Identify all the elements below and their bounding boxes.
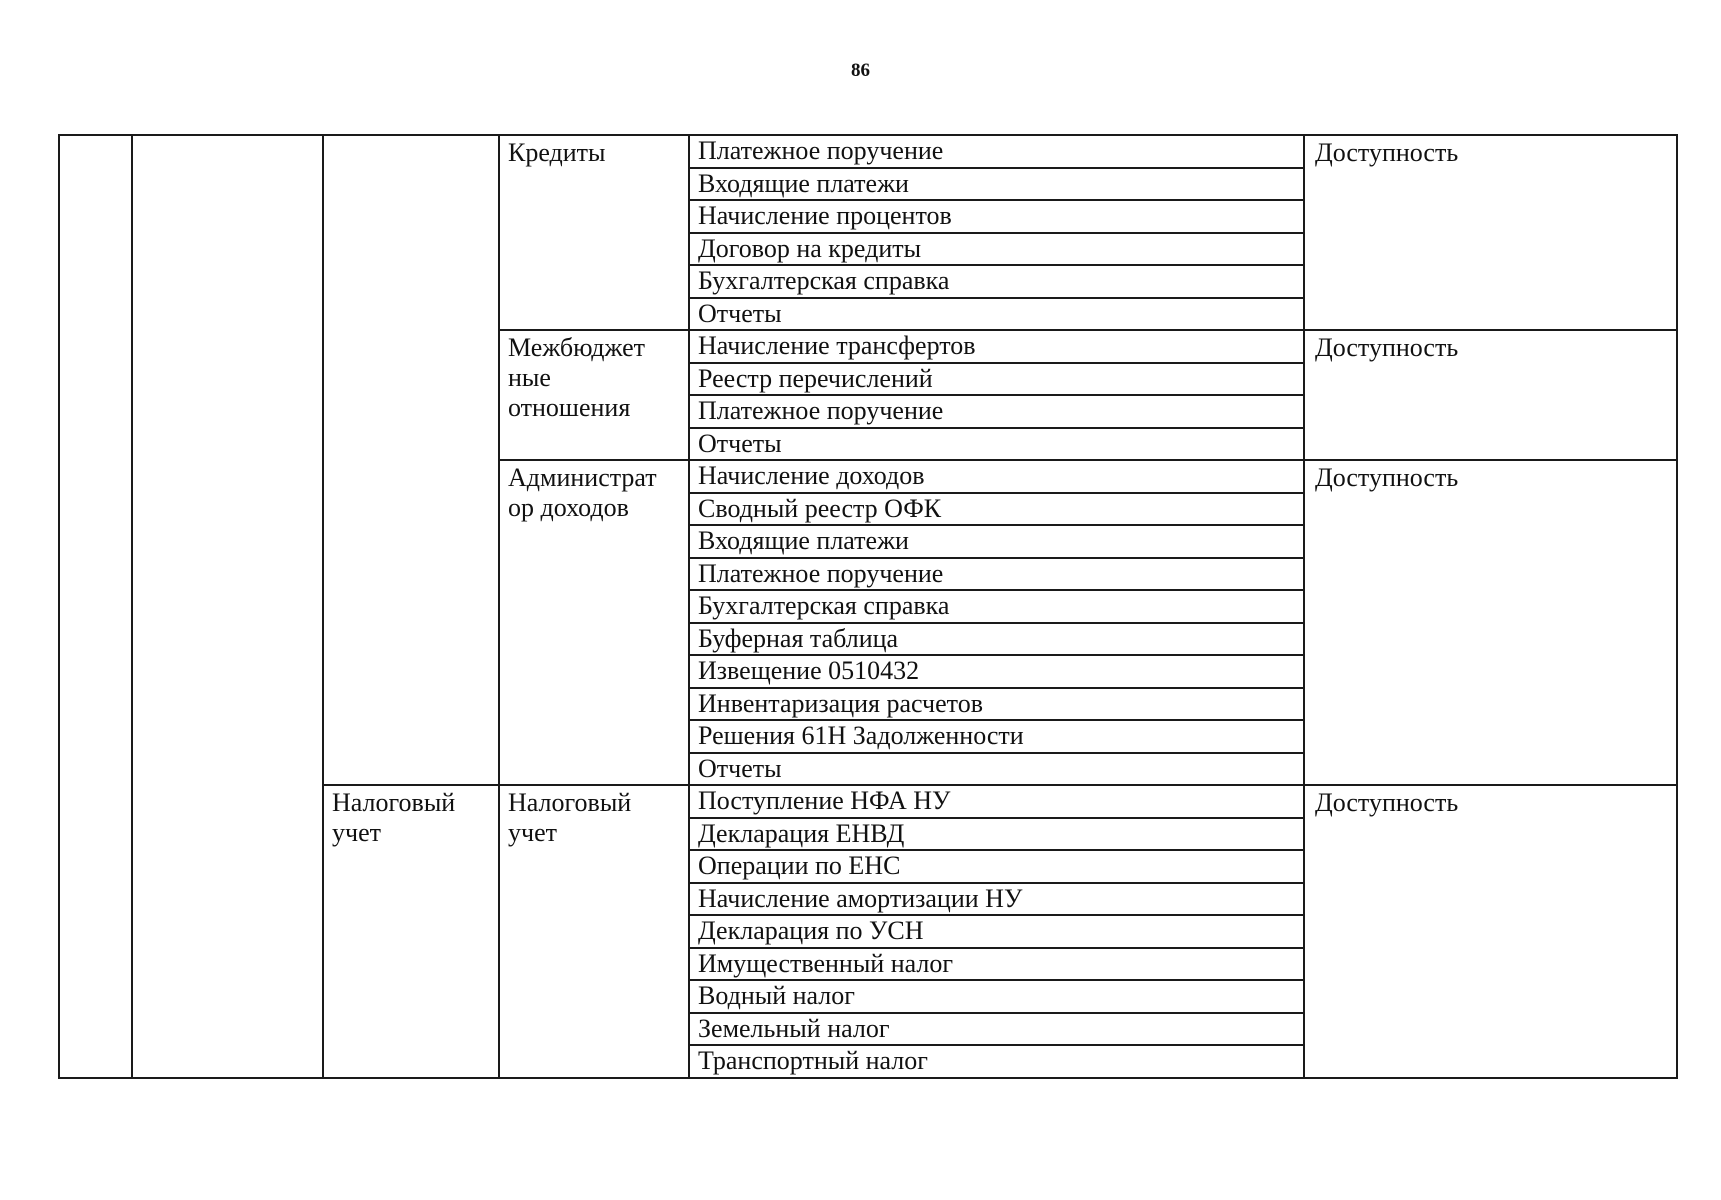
group-line: ные — [508, 363, 551, 392]
list-item: Начисление доходов — [689, 460, 1304, 493]
list-item: Отчеты — [689, 753, 1304, 786]
list-item: Решения 61Н Задолженности — [689, 720, 1304, 753]
category-cell-empty — [323, 135, 499, 785]
list-item: Бухгалтерская справка — [689, 265, 1304, 298]
group-line: отношения — [508, 393, 631, 422]
category-cell-tax — [323, 785, 499, 1078]
list-item: Начисление амортизации НУ — [689, 883, 1304, 916]
list-item: Буферная таблица — [689, 623, 1304, 656]
group-cell-income-admin — [499, 460, 689, 785]
list-item: Начисление трансфертов — [689, 330, 1304, 363]
module-column-cell — [132, 135, 323, 1078]
group-cell-credits — [499, 135, 689, 330]
category-line: учет — [332, 818, 381, 847]
list-item: Декларация по УСН — [689, 915, 1304, 948]
list-item: Инвентаризация расчетов — [689, 688, 1304, 721]
list-item: Отчеты — [689, 428, 1304, 461]
availability-cell: Доступность — [1304, 460, 1677, 785]
availability-cell: Доступность — [1304, 785, 1677, 1078]
number-column-cell — [59, 135, 132, 1078]
group-line: Администрат — [508, 463, 657, 492]
list-item: Извещение 0510432 — [689, 655, 1304, 688]
list-item: Отчеты — [689, 298, 1304, 331]
group-cell-tax — [499, 785, 689, 1078]
group-cell-interbudget — [499, 330, 689, 460]
availability-cell: Доступность — [1304, 330, 1677, 460]
list-item: Бухгалтерская справка — [689, 590, 1304, 623]
group-line: учет — [508, 818, 557, 847]
list-item: Платежное поручение — [689, 558, 1304, 591]
list-item: Сводный реестр ОФК — [689, 493, 1304, 526]
group-line: ор доходов — [508, 493, 629, 522]
list-item: Начисление процентов — [689, 200, 1304, 233]
list-item: Платежное поручение — [689, 395, 1304, 428]
list-item: Транспортный налог — [689, 1045, 1304, 1078]
availability-cell: Доступность — [1304, 135, 1677, 330]
list-item: Договор на кредиты — [689, 233, 1304, 266]
group-line: Кредиты — [508, 138, 606, 167]
page-number: 86 — [851, 60, 870, 81]
category-line: Налоговый — [332, 788, 456, 817]
table-row — [59, 135, 1677, 168]
list-item: Декларация ЕНВД — [689, 818, 1304, 851]
group-line: Налоговый — [508, 788, 632, 817]
list-item: Платежное поручение — [689, 135, 1304, 168]
access-table — [58, 134, 1678, 1079]
list-item: Операции по ЕНС — [689, 850, 1304, 883]
list-item: Поступление НФА НУ — [689, 785, 1304, 818]
list-item: Входящие платежи — [689, 168, 1304, 201]
group-line: Межбюджет — [508, 333, 646, 362]
list-item: Земельный налог — [689, 1013, 1304, 1046]
list-item: Реестр перечислений — [689, 363, 1304, 396]
list-item: Входящие платежи — [689, 525, 1304, 558]
list-item: Имущественный налог — [689, 948, 1304, 981]
list-item: Водный налог — [689, 980, 1304, 1013]
